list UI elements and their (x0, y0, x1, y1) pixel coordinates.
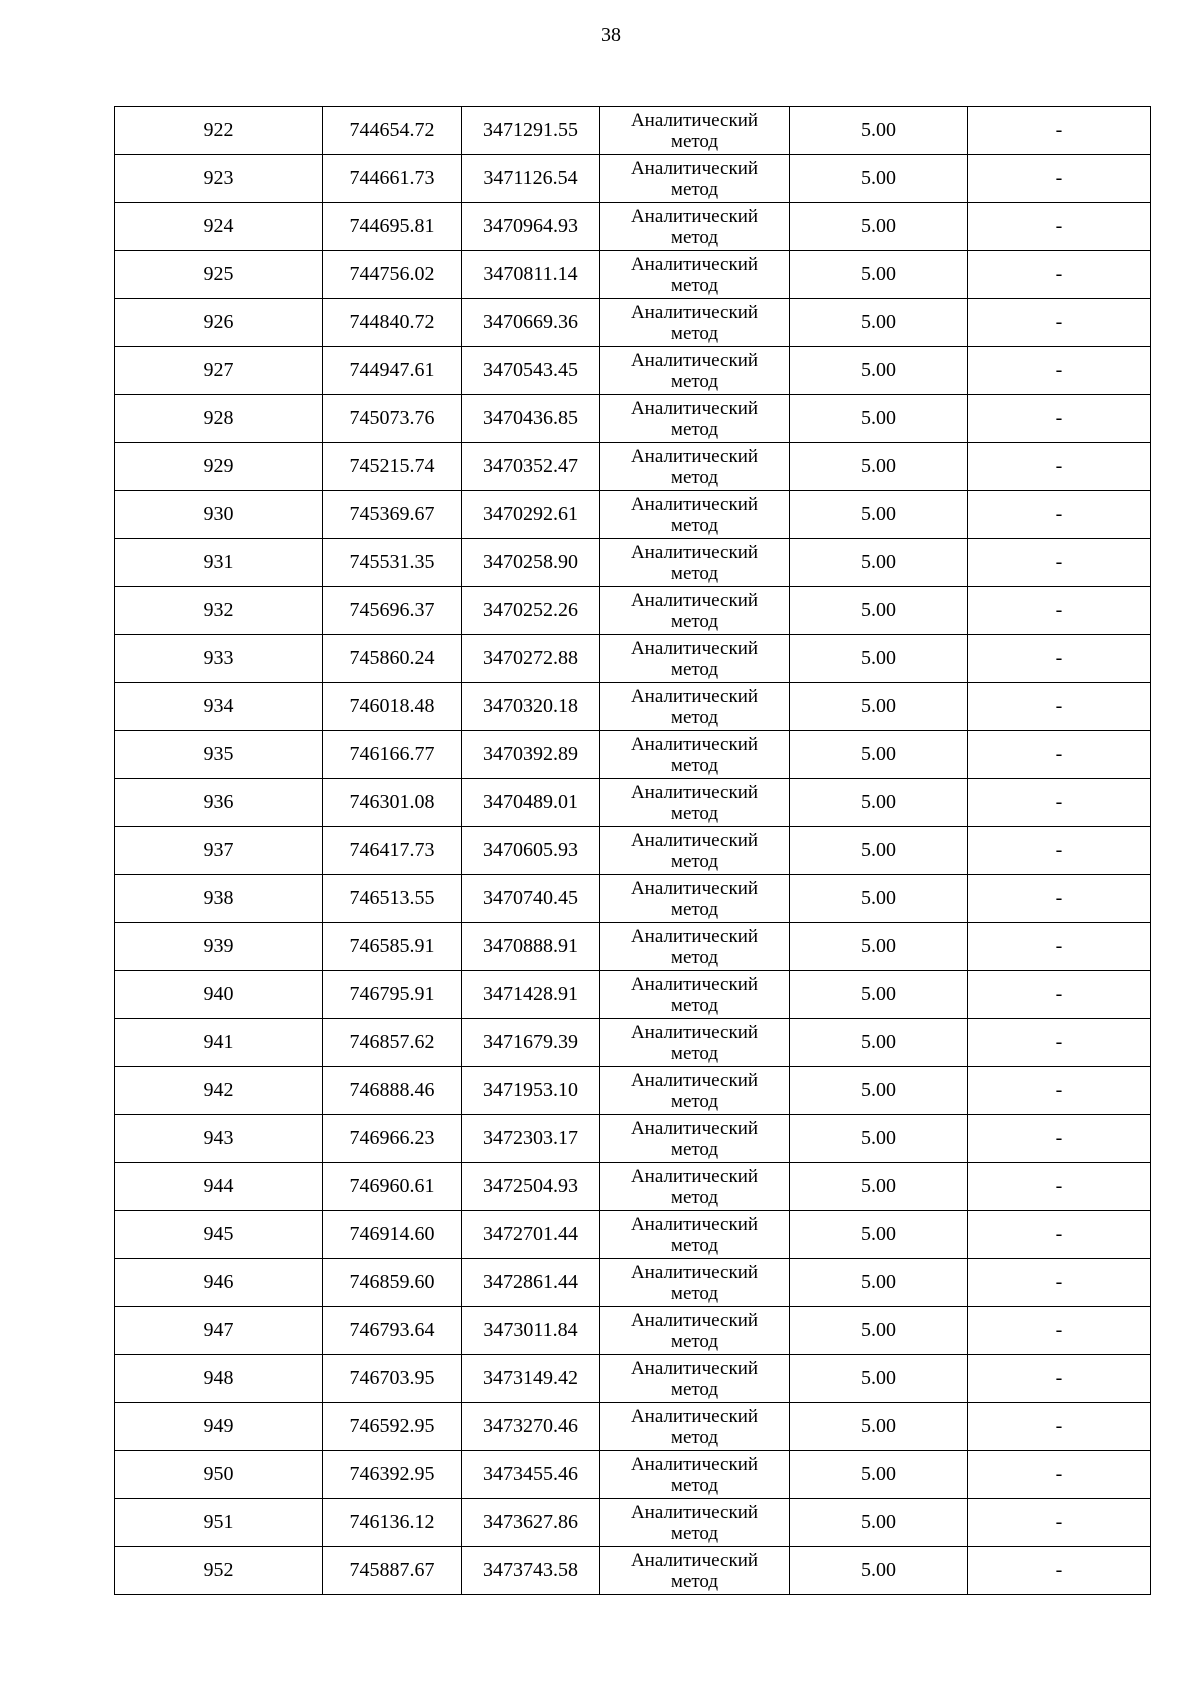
y-coordinate-cell: 3470392.89 (462, 731, 600, 779)
table-row (115, 347, 1151, 395)
table-row (115, 779, 1151, 827)
note-cell: - (968, 779, 1151, 827)
accuracy-cell: 5.00 (790, 1499, 968, 1547)
method-line1: Аналитический (630, 1021, 759, 1043)
point-number-cell: 941 (115, 1019, 323, 1067)
method-cell (600, 1067, 790, 1115)
note-cell: - (968, 1307, 1151, 1355)
table-row (115, 1067, 1151, 1115)
table-row (115, 299, 1151, 347)
method-cell (600, 107, 790, 155)
note-cell: - (968, 1211, 1151, 1259)
accuracy-cell: 5.00 (790, 155, 968, 203)
accuracy-cell: 5.00 (790, 107, 968, 155)
coordinates-table (114, 106, 1151, 1595)
method-cell (600, 1403, 790, 1451)
x-coordinate-cell: 745073.76 (323, 395, 462, 443)
point-number-cell: 944 (115, 1163, 323, 1211)
table-row (115, 827, 1151, 875)
method-line1: Аналитический (630, 445, 759, 467)
method-line1: Аналитический (630, 1309, 759, 1331)
y-coordinate-cell: 3471428.91 (462, 971, 600, 1019)
method-line1: Аналитический (630, 301, 759, 323)
table-row (115, 731, 1151, 779)
point-number-cell: 931 (115, 539, 323, 587)
table-row (115, 203, 1151, 251)
x-coordinate-cell: 746859.60 (323, 1259, 462, 1307)
x-coordinate-cell: 746136.12 (323, 1499, 462, 1547)
point-number-cell: 938 (115, 875, 323, 923)
y-coordinate-cell: 3470320.18 (462, 683, 600, 731)
point-number-cell: 936 (115, 779, 323, 827)
note-cell: - (968, 1451, 1151, 1499)
method-line2: метод (670, 1186, 719, 1208)
method-cell (600, 1019, 790, 1067)
note-cell: - (968, 875, 1151, 923)
method-line2: метод (670, 418, 719, 440)
method-line2: метод (670, 370, 719, 392)
point-number-cell: 935 (115, 731, 323, 779)
method-line1: Аналитический (630, 1117, 759, 1139)
point-number-cell: 924 (115, 203, 323, 251)
method-line2: метод (670, 802, 719, 824)
y-coordinate-cell: 3473743.58 (462, 1547, 600, 1595)
x-coordinate-cell: 746703.95 (323, 1355, 462, 1403)
note-cell: - (968, 539, 1151, 587)
method-cell (600, 539, 790, 587)
method-line2: метод (670, 226, 719, 248)
x-coordinate-cell: 744661.73 (323, 155, 462, 203)
method-cell (600, 395, 790, 443)
note-cell: - (968, 299, 1151, 347)
y-coordinate-cell: 3471953.10 (462, 1067, 600, 1115)
point-number-cell: 933 (115, 635, 323, 683)
note-cell: - (968, 155, 1151, 203)
method-line1: Аналитический (630, 157, 759, 179)
table-row (115, 539, 1151, 587)
y-coordinate-cell: 3472303.17 (462, 1115, 600, 1163)
y-coordinate-cell: 3470543.45 (462, 347, 600, 395)
method-cell (600, 251, 790, 299)
method-line2: метод (670, 1378, 719, 1400)
method-cell (600, 1259, 790, 1307)
method-cell (600, 1115, 790, 1163)
table-body (115, 107, 1151, 1595)
accuracy-cell: 5.00 (790, 827, 968, 875)
x-coordinate-cell: 746793.64 (323, 1307, 462, 1355)
x-coordinate-cell: 745531.35 (323, 539, 462, 587)
table-row (115, 1259, 1151, 1307)
method-line2: метод (670, 610, 719, 632)
method-line1: Аналитический (630, 1453, 759, 1475)
x-coordinate-cell: 746392.95 (323, 1451, 462, 1499)
accuracy-cell: 5.00 (790, 875, 968, 923)
y-coordinate-cell: 3470605.93 (462, 827, 600, 875)
accuracy-cell: 5.00 (790, 491, 968, 539)
table-row (115, 107, 1151, 155)
x-coordinate-cell: 744840.72 (323, 299, 462, 347)
point-number-cell: 929 (115, 443, 323, 491)
note-cell: - (968, 731, 1151, 779)
note-cell: - (968, 1259, 1151, 1307)
note-cell: - (968, 1499, 1151, 1547)
method-line1: Аналитический (630, 733, 759, 755)
method-line1: Аналитический (630, 109, 759, 131)
table-row (115, 1547, 1151, 1595)
accuracy-cell: 5.00 (790, 443, 968, 491)
x-coordinate-cell: 746301.08 (323, 779, 462, 827)
accuracy-cell: 5.00 (790, 923, 968, 971)
table-row (115, 1499, 1151, 1547)
point-number-cell: 950 (115, 1451, 323, 1499)
method-line2: метод (670, 994, 719, 1016)
y-coordinate-cell: 3470436.85 (462, 395, 600, 443)
method-cell (600, 491, 790, 539)
method-line1: Аналитический (630, 1213, 759, 1235)
accuracy-cell: 5.00 (790, 251, 968, 299)
method-line1: Аналитический (630, 877, 759, 899)
method-cell (600, 587, 790, 635)
x-coordinate-cell: 745369.67 (323, 491, 462, 539)
table-row (115, 875, 1151, 923)
method-cell (600, 923, 790, 971)
y-coordinate-cell: 3470888.91 (462, 923, 600, 971)
note-cell: - (968, 1019, 1151, 1067)
accuracy-cell: 5.00 (790, 1355, 968, 1403)
point-number-cell: 945 (115, 1211, 323, 1259)
y-coordinate-cell: 3473455.46 (462, 1451, 600, 1499)
point-number-cell: 946 (115, 1259, 323, 1307)
accuracy-cell: 5.00 (790, 1307, 968, 1355)
note-cell: - (968, 1355, 1151, 1403)
note-cell: - (968, 1067, 1151, 1115)
table-row (115, 443, 1151, 491)
note-cell: - (968, 107, 1151, 155)
table-row (115, 155, 1151, 203)
method-line2: метод (670, 130, 719, 152)
page-number: 38 (601, 24, 621, 46)
method-cell (600, 1211, 790, 1259)
x-coordinate-cell: 745215.74 (323, 443, 462, 491)
x-coordinate-cell: 746585.91 (323, 923, 462, 971)
accuracy-cell: 5.00 (790, 779, 968, 827)
table-row (115, 395, 1151, 443)
point-number-cell: 947 (115, 1307, 323, 1355)
x-coordinate-cell: 746513.55 (323, 875, 462, 923)
x-coordinate-cell: 746960.61 (323, 1163, 462, 1211)
x-coordinate-cell: 744756.02 (323, 251, 462, 299)
point-number-cell: 942 (115, 1067, 323, 1115)
method-line2: метод (670, 1090, 719, 1112)
method-line1: Аналитический (630, 589, 759, 611)
y-coordinate-cell: 3472701.44 (462, 1211, 600, 1259)
y-coordinate-cell: 3473627.86 (462, 1499, 600, 1547)
method-cell (600, 1547, 790, 1595)
note-cell: - (968, 971, 1151, 1019)
method-line1: Аналитический (630, 1357, 759, 1379)
x-coordinate-cell: 746888.46 (323, 1067, 462, 1115)
method-cell (600, 1355, 790, 1403)
table-row (115, 1019, 1151, 1067)
x-coordinate-cell: 746966.23 (323, 1115, 462, 1163)
method-line1: Аналитический (630, 1549, 759, 1571)
method-cell (600, 1307, 790, 1355)
accuracy-cell: 5.00 (790, 1547, 968, 1595)
accuracy-cell: 5.00 (790, 1067, 968, 1115)
method-line1: Аналитический (630, 493, 759, 515)
y-coordinate-cell: 3473011.84 (462, 1307, 600, 1355)
method-line2: метод (670, 1330, 719, 1352)
table-row (115, 1355, 1151, 1403)
method-line1: Аналитический (630, 781, 759, 803)
method-line2: метод (670, 898, 719, 920)
method-line2: метод (670, 322, 719, 344)
method-cell (600, 1163, 790, 1211)
point-number-cell: 949 (115, 1403, 323, 1451)
table-row (115, 683, 1151, 731)
point-number-cell: 939 (115, 923, 323, 971)
y-coordinate-cell: 3473149.42 (462, 1355, 600, 1403)
method-line2: метод (670, 1426, 719, 1448)
point-number-cell: 930 (115, 491, 323, 539)
method-cell (600, 827, 790, 875)
y-coordinate-cell: 3470740.45 (462, 875, 600, 923)
method-line2: метод (670, 274, 719, 296)
method-cell (600, 443, 790, 491)
point-number-cell: 925 (115, 251, 323, 299)
accuracy-cell: 5.00 (790, 587, 968, 635)
method-line2: метод (670, 1138, 719, 1160)
method-line2: метод (670, 1282, 719, 1304)
y-coordinate-cell: 3470352.47 (462, 443, 600, 491)
table-row (115, 1451, 1151, 1499)
y-coordinate-cell: 3470964.93 (462, 203, 600, 251)
x-coordinate-cell: 744947.61 (323, 347, 462, 395)
table-row (115, 923, 1151, 971)
method-cell (600, 299, 790, 347)
table-row (115, 1115, 1151, 1163)
y-coordinate-cell: 3471291.55 (462, 107, 600, 155)
accuracy-cell: 5.00 (790, 1163, 968, 1211)
method-line1: Аналитический (630, 1261, 759, 1283)
x-coordinate-cell: 746914.60 (323, 1211, 462, 1259)
note-cell: - (968, 635, 1151, 683)
x-coordinate-cell: 746018.48 (323, 683, 462, 731)
accuracy-cell: 5.00 (790, 1403, 968, 1451)
x-coordinate-cell: 746417.73 (323, 827, 462, 875)
x-coordinate-cell: 744695.81 (323, 203, 462, 251)
note-cell: - (968, 347, 1151, 395)
method-line2: метод (670, 1522, 719, 1544)
method-cell (600, 683, 790, 731)
method-line2: метод (670, 1570, 719, 1592)
accuracy-cell: 5.00 (790, 203, 968, 251)
point-number-cell: 932 (115, 587, 323, 635)
note-cell: - (968, 683, 1151, 731)
method-line1: Аналитический (630, 541, 759, 563)
note-cell: - (968, 923, 1151, 971)
method-cell (600, 1451, 790, 1499)
accuracy-cell: 5.00 (790, 731, 968, 779)
method-line1: Аналитический (630, 637, 759, 659)
y-coordinate-cell: 3473270.46 (462, 1403, 600, 1451)
method-line2: метод (670, 466, 719, 488)
x-coordinate-cell: 744654.72 (323, 107, 462, 155)
note-cell: - (968, 395, 1151, 443)
accuracy-cell: 5.00 (790, 1211, 968, 1259)
table-row (115, 635, 1151, 683)
method-line1: Аналитический (630, 829, 759, 851)
method-line2: метод (670, 1234, 719, 1256)
y-coordinate-cell: 3470258.90 (462, 539, 600, 587)
point-number-cell: 951 (115, 1499, 323, 1547)
accuracy-cell: 5.00 (790, 683, 968, 731)
accuracy-cell: 5.00 (790, 1259, 968, 1307)
point-number-cell: 922 (115, 107, 323, 155)
x-coordinate-cell: 746592.95 (323, 1403, 462, 1451)
method-line2: метод (670, 1042, 719, 1064)
accuracy-cell: 5.00 (790, 539, 968, 587)
table-row (115, 1163, 1151, 1211)
method-line2: метод (670, 850, 719, 872)
note-cell: - (968, 587, 1151, 635)
method-line2: метод (670, 514, 719, 536)
point-number-cell: 943 (115, 1115, 323, 1163)
method-cell (600, 971, 790, 1019)
note-cell: - (968, 203, 1151, 251)
accuracy-cell: 5.00 (790, 971, 968, 1019)
x-coordinate-cell: 746857.62 (323, 1019, 462, 1067)
point-number-cell: 926 (115, 299, 323, 347)
method-cell (600, 731, 790, 779)
method-cell (600, 779, 790, 827)
accuracy-cell: 5.00 (790, 1019, 968, 1067)
method-line1: Аналитический (630, 205, 759, 227)
accuracy-cell: 5.00 (790, 299, 968, 347)
x-coordinate-cell: 745860.24 (323, 635, 462, 683)
y-coordinate-cell: 3472504.93 (462, 1163, 600, 1211)
x-coordinate-cell: 745887.67 (323, 1547, 462, 1595)
method-line1: Аналитический (630, 349, 759, 371)
method-line2: метод (670, 1474, 719, 1496)
method-line1: Аналитический (630, 1405, 759, 1427)
y-coordinate-cell: 3472861.44 (462, 1259, 600, 1307)
x-coordinate-cell: 745696.37 (323, 587, 462, 635)
method-line2: метод (670, 706, 719, 728)
accuracy-cell: 5.00 (790, 635, 968, 683)
method-cell (600, 1499, 790, 1547)
method-cell (600, 203, 790, 251)
note-cell: - (968, 1403, 1151, 1451)
note-cell: - (968, 1163, 1151, 1211)
table-row (115, 1403, 1151, 1451)
point-number-cell: 934 (115, 683, 323, 731)
method-line2: метод (670, 946, 719, 968)
y-coordinate-cell: 3471679.39 (462, 1019, 600, 1067)
table-row (115, 491, 1151, 539)
y-coordinate-cell: 3471126.54 (462, 155, 600, 203)
x-coordinate-cell: 746795.91 (323, 971, 462, 1019)
method-line1: Аналитический (630, 1165, 759, 1187)
table-row (115, 1307, 1151, 1355)
method-cell (600, 635, 790, 683)
note-cell: - (968, 827, 1151, 875)
method-line1: Аналитический (630, 1069, 759, 1091)
method-line2: метод (670, 754, 719, 776)
table-row (115, 1211, 1151, 1259)
accuracy-cell: 5.00 (790, 1115, 968, 1163)
note-cell: - (968, 1547, 1151, 1595)
method-line2: метод (670, 658, 719, 680)
point-number-cell: 923 (115, 155, 323, 203)
table-row (115, 971, 1151, 1019)
method-line1: Аналитический (630, 253, 759, 275)
note-cell: - (968, 1115, 1151, 1163)
point-number-cell: 927 (115, 347, 323, 395)
x-coordinate-cell: 746166.77 (323, 731, 462, 779)
y-coordinate-cell: 3470811.14 (462, 251, 600, 299)
method-line2: метод (670, 178, 719, 200)
method-line1: Аналитический (630, 925, 759, 947)
table-row (115, 587, 1151, 635)
method-cell (600, 155, 790, 203)
table-row (115, 251, 1151, 299)
note-cell: - (968, 491, 1151, 539)
method-line2: метод (670, 562, 719, 584)
y-coordinate-cell: 3470489.01 (462, 779, 600, 827)
y-coordinate-cell: 3470252.26 (462, 587, 600, 635)
accuracy-cell: 5.00 (790, 347, 968, 395)
method-cell (600, 347, 790, 395)
point-number-cell: 952 (115, 1547, 323, 1595)
point-number-cell: 940 (115, 971, 323, 1019)
y-coordinate-cell: 3470669.36 (462, 299, 600, 347)
y-coordinate-cell: 3470292.61 (462, 491, 600, 539)
point-number-cell: 928 (115, 395, 323, 443)
method-line1: Аналитический (630, 397, 759, 419)
note-cell: - (968, 251, 1151, 299)
method-cell (600, 875, 790, 923)
y-coordinate-cell: 3470272.88 (462, 635, 600, 683)
method-line1: Аналитический (630, 973, 759, 995)
point-number-cell: 948 (115, 1355, 323, 1403)
accuracy-cell: 5.00 (790, 1451, 968, 1499)
note-cell: - (968, 443, 1151, 491)
point-number-cell: 937 (115, 827, 323, 875)
method-line1: Аналитический (630, 1501, 759, 1523)
method-line1: Аналитический (630, 685, 759, 707)
accuracy-cell: 5.00 (790, 395, 968, 443)
